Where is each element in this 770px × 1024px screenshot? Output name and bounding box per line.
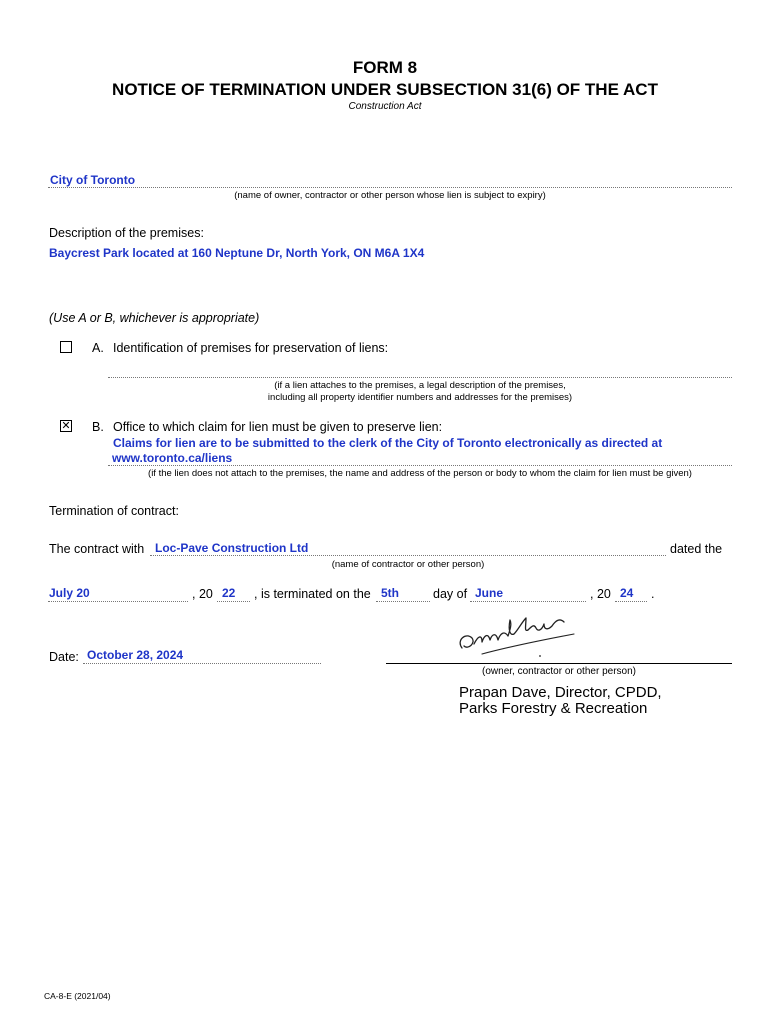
option-a-letter: A. [92, 341, 104, 355]
owner-value: City of Toronto [50, 173, 136, 187]
premises-value[interactable]: Baycrest Park located at 160 Neptune Dr, North York, ON M6A 1X4 [49, 246, 425, 260]
owner-field[interactable] [48, 172, 732, 188]
dated-suffix: dated the [670, 542, 723, 556]
year-prefix-2: , 20 [590, 587, 611, 601]
option-a-checkbox[interactable] [60, 341, 72, 353]
date-label: Date: [49, 650, 79, 664]
option-b-caption: (if the lien does not attach to the premises, the name and address of the person or body to whom the claim for lien must be given) [148, 468, 692, 479]
dated-day-field[interactable] [48, 586, 188, 602]
option-a-caption-1: (if a lien attaches to the premises, a legal description of the premises, [274, 380, 566, 391]
option-b-value-line2: www.toronto.ca/liens [112, 451, 233, 465]
contractor-value: Loc-Pave Construction Ltd [155, 541, 309, 555]
termination-heading: Termination of contract: [49, 504, 179, 518]
form-subtitle: Construction Act [348, 101, 422, 112]
term-day-field[interactable] [376, 586, 430, 602]
term-day-value: 5th [381, 586, 399, 600]
day-of-text: day of [433, 587, 468, 601]
term-year-field[interactable] [615, 586, 647, 602]
form-title: NOTICE OF TERMINATION UNDER SUBSECTION 31(6) OF THE ACT [112, 80, 658, 99]
signature-line [386, 662, 732, 664]
premises-label: Description of the premises: [49, 226, 204, 240]
signature-caption: (owner, contractor or other person) [482, 666, 636, 677]
form-code: CA-8-E (2021/04) [44, 991, 111, 1001]
check-mark-icon: ✕ [61, 419, 71, 432]
term-year-value: 24 [620, 586, 634, 600]
instruction-text: (Use A or B, whichever is appropriate) [49, 311, 260, 325]
dated-year-value: 22 [222, 586, 236, 600]
term-month-value: June [475, 586, 504, 600]
option-b-field[interactable] [108, 451, 732, 466]
option-b-value-line1[interactable]: Claims for lien are to be submitted to the clerk of the City of Toronto electronically as directed at [113, 436, 663, 450]
option-a-label: Identification of premises for preservation of liens: [113, 341, 389, 355]
terminated-text: , is terminated on the [254, 587, 371, 601]
owner-caption: (name of owner, contractor or other person whose lien is subject to expiry) [234, 190, 546, 201]
contractor-caption: (name of contractor or other person) [331, 559, 485, 570]
dated-day-value: July 20 [49, 586, 90, 600]
signer-line-1: Prapan Dave, Director, CPDD, [459, 684, 662, 701]
period: . [651, 587, 655, 601]
signer-line-2: Parks Forestry & Recreation [459, 700, 648, 717]
option-a-caption-2: including all property identifier numbers and addresses for the premises) [267, 392, 573, 403]
form-number: FORM 8 [352, 58, 418, 77]
dated-year-field[interactable] [217, 586, 250, 602]
contractor-field[interactable] [150, 540, 666, 556]
option-b-label: Office to which claim for lien must be given to preserve lien: [113, 420, 443, 434]
date-field[interactable] [83, 648, 321, 664]
year-prefix-1: , 20 [192, 587, 213, 601]
option-a-field[interactable] [108, 363, 732, 378]
option-b-checkbox[interactable] [60, 420, 72, 432]
contract-prefix: The contract with [49, 542, 145, 556]
option-b-letter: B. [92, 420, 104, 434]
signature-image [452, 600, 592, 670]
date-value: October 28, 2024 [87, 648, 184, 662]
